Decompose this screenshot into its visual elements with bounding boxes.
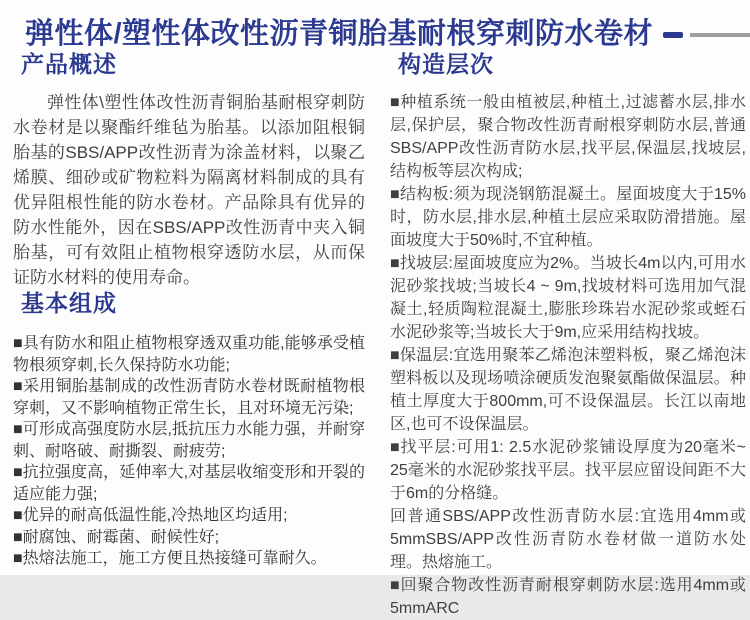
list-item: ■优异的耐高低温性能,冷热地区均适用;: [13, 507, 288, 524]
product-overview-paragraph: 弹性体\塑性体改性沥青铜胎基耐根穿刺防水卷材是以聚酯纤维毡为胎基。以添加阻根铜胎基的SBS/APP改性沥青为涂盖材料，以聚乙烯膜、细砂或矿物粒料为隔离材料制成的具有优异阻根性能的防水卷材。产品除具有优异的防水性能外，因在SBS/APP改性沥青中夹入铜胎基，可有效阻止植物根穿透防水层，从而保证防水材料的使用寿命。: [13, 93, 365, 287]
section-heading-basic-composition: 基本组成: [21, 290, 117, 316]
list-item: ■找坡层:屋面坡度应为2%。当坡长4m以内,可用水泥砂浆找坡;当坡长4 ~ 9m,找坡材料可选用加气混凝土,轻质陶粒混凝土,膨胀珍珠岩水泥砂浆或蛭石水泥砂浆等;当坡长大于9m,应采用结构找坡。: [390, 255, 746, 341]
list-item: ■保温层:宜选用聚苯乙烯泡沫塑料板，聚乙烯泡沫塑料板以及现场喷涂硬质发泡聚氨酯做保温层。种植土厚度大于800mm,可不设保温层。长江以南地区,也可不设保温层。: [390, 347, 746, 433]
list-item: ■可形成高强度防水层,抵抗压力水能力强，并耐穿刺、耐咯破、耐撕裂、耐疲劳;: [13, 421, 365, 460]
list-item: ■结构板:须为现浇钢筋混凝土。屋面坡度大于15%时，防水层,排水层,种植土层应采取防滑措施。屋面坡度大于50%时,不宜种植。: [390, 186, 746, 249]
list-item: ■回聚合物改性沥青耐根穿刺防水层:选用4mm或5mmARC: [390, 577, 746, 617]
list-item: ■找平层:可用1: 2.5水泥砂浆铺设厚度为20毫米~ 25毫米的水泥砂浆找平层。找平层应留设间距不大于6m的分格缝。: [390, 439, 746, 502]
content-columns: [0, 51, 750, 620]
list-item: ■热熔法施工，施工方便且热接缝可靠耐久。: [13, 550, 327, 567]
list-item: ■种植系统一般由植被层,种植土,过滤蓄水层,排水层,保护层，聚合物改性沥青耐根穿刺防水层,普通SBS/APP改性沥青防水层,找平层,保温层,找坡层,结构板等层次构成;: [390, 94, 746, 180]
page-title: 弹性体/塑性体改性沥青铜胎基耐根穿刺防水卷材: [25, 18, 654, 50]
column-gap: [365, 51, 390, 620]
structure-layers-list: [390, 91, 746, 620]
left-column: [13, 51, 365, 620]
list-item: ■耐腐蚀、耐霉菌、耐候性好;: [13, 528, 220, 546]
list-item: ■采用铜胎基制成的改性沥青防水卷材既耐植物根穿刺，又不影响植物正常生长，且对环境无污染;: [13, 378, 365, 417]
list-item: ■抗拉强度高，延伸率大,对基层收缩变形和开裂的适应能力强;: [13, 464, 365, 503]
title-dash-decoration: [663, 32, 683, 38]
title-row: [0, 0, 750, 51]
right-column: [390, 51, 746, 620]
basic-composition-list: [13, 333, 365, 570]
section-heading-structure-layers: 构造层次: [398, 51, 494, 77]
section-heading-product-overview: 产品概述: [21, 51, 117, 77]
list-item: ■具有防水和阻止植物根穿透双重功能,能够承受植物根须穿刺,长久保持防水功能;: [13, 335, 365, 374]
list-item: 回普通SBS/APP改性沥青防水层:宜选用4mm或5mmSBS/APP改性沥青防水卷材做一道防水处理。热熔施工。: [390, 508, 746, 571]
title-rule-line: [690, 33, 750, 37]
